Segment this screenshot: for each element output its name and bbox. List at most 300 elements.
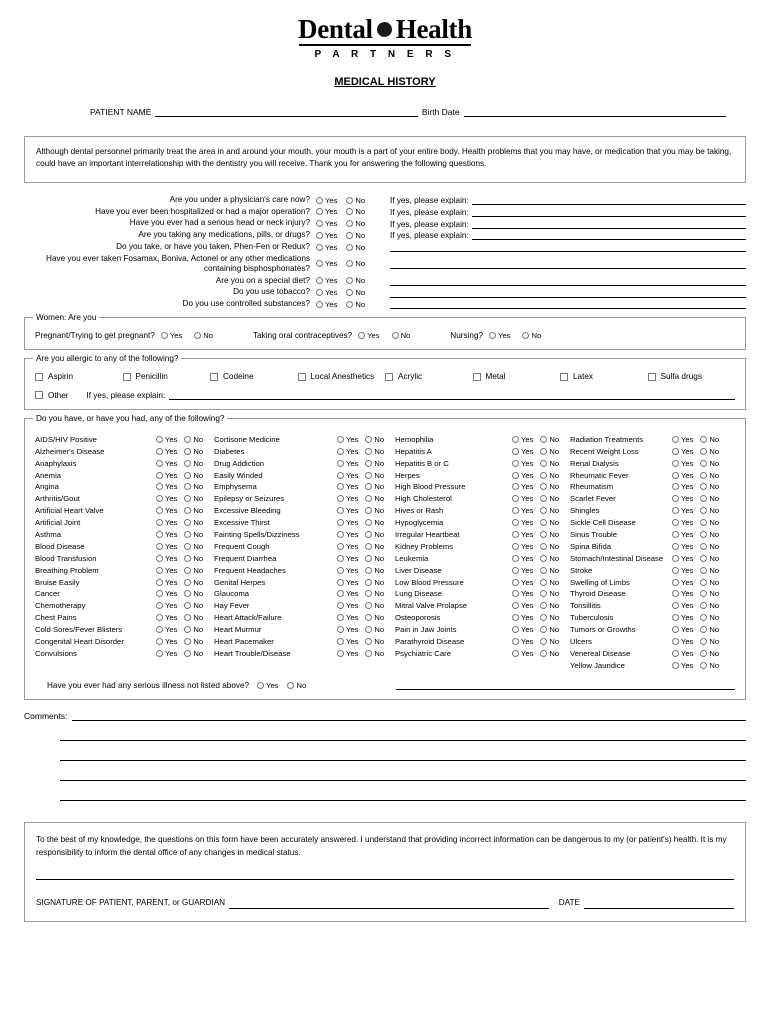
condition-heart-murmur-yes[interactable]	[337, 625, 358, 634]
condition-aids-hiv-positive-yes[interactable]	[156, 435, 177, 444]
condition-asthma-no[interactable]	[184, 530, 203, 539]
condition-excessive-bleeding-yes[interactable]	[337, 506, 358, 515]
radio-icon[interactable]	[184, 472, 191, 479]
condition-venereal-disease-yes[interactable]	[672, 649, 693, 658]
radio-icon[interactable]	[346, 208, 353, 215]
physician-q2-no[interactable]	[346, 207, 365, 216]
radio-icon[interactable]	[287, 682, 294, 689]
condition-anaphylaxis-yes[interactable]	[156, 459, 177, 468]
radio-icon[interactable]	[365, 507, 372, 514]
radio-icon[interactable]	[337, 590, 344, 597]
radio-icon[interactable]	[365, 448, 372, 455]
radio-icon[interactable]	[672, 626, 679, 633]
radio-icon[interactable]	[512, 602, 519, 609]
radio-icon[interactable]	[700, 555, 707, 562]
radio-icon[interactable]	[365, 531, 372, 538]
radio-icon[interactable]	[540, 590, 547, 597]
radio-icon[interactable]	[672, 543, 679, 550]
condition-renal-dialysis-no[interactable]	[700, 459, 719, 468]
birth-date-input[interactable]	[464, 107, 726, 117]
radio-icon[interactable]	[672, 590, 679, 597]
condition-liver-disease-yes[interactable]	[512, 566, 533, 575]
physician-q2-yes[interactable]	[316, 207, 337, 216]
women-q1-no[interactable]	[194, 331, 213, 340]
radio-icon[interactable]	[156, 602, 163, 609]
condition-frequent-headaches-no[interactable]	[365, 566, 384, 575]
radio-icon[interactable]	[672, 519, 679, 526]
condition-scarlet-fever-no[interactable]	[700, 494, 719, 503]
radio-icon[interactable]	[700, 614, 707, 621]
radio-icon[interactable]	[540, 567, 547, 574]
condition-radiation-treatments-no[interactable]	[700, 435, 719, 444]
radio-icon[interactable]	[540, 436, 547, 443]
women-q3-yes[interactable]	[489, 331, 510, 340]
condition-scarlet-fever-yes[interactable]	[672, 494, 693, 503]
radio-icon[interactable]	[512, 495, 519, 502]
radio-icon[interactable]	[316, 301, 323, 308]
radio-icon[interactable]	[672, 602, 679, 609]
women-q2-yes[interactable]	[358, 331, 379, 340]
radio-icon[interactable]	[700, 650, 707, 657]
radio-icon[interactable]	[184, 519, 191, 526]
radio-icon[interactable]	[540, 543, 547, 550]
condition-breathing-problem-no[interactable]	[184, 566, 203, 575]
condition-yellow-jaundice-no[interactable]	[700, 661, 719, 670]
radio-icon[interactable]	[257, 682, 264, 689]
checkbox-icon[interactable]	[473, 373, 481, 381]
condition-easily-winded-yes[interactable]	[337, 471, 358, 480]
condition-hepatitis-a-yes[interactable]	[512, 447, 533, 456]
condition-rheumatism-yes[interactable]	[672, 482, 693, 491]
condition-emphysema-yes[interactable]	[337, 482, 358, 491]
condition-heart-pacemaker-yes[interactable]	[337, 637, 358, 646]
condition-artificial-heart-valve-yes[interactable]	[156, 506, 177, 515]
radio-icon[interactable]	[512, 590, 519, 597]
condition-fainting-spells-dizziness-no[interactable]	[365, 530, 384, 539]
radio-icon[interactable]	[156, 614, 163, 621]
condition-easily-winded-no[interactable]	[365, 471, 384, 480]
physician-q5-yes[interactable]	[316, 243, 337, 252]
condition-mitral-valve-prolapse-no[interactable]	[540, 601, 559, 610]
condition-congenital-heart-disorder-yes[interactable]	[156, 637, 177, 646]
physician-q6-explain-input[interactable]	[390, 259, 746, 269]
condition-venereal-disease-no[interactable]	[700, 649, 719, 658]
condition-genital-herpes-yes[interactable]	[337, 578, 358, 587]
radio-icon[interactable]	[184, 495, 191, 502]
condition-sickle-cell-disease-yes[interactable]	[672, 518, 693, 527]
physician-q1-explain-input[interactable]	[472, 195, 746, 205]
condition-cold-sores-fever-blisters-yes[interactable]	[156, 625, 177, 634]
radio-icon[interactable]	[346, 232, 353, 239]
radio-icon[interactable]	[700, 626, 707, 633]
allergy-latex[interactable]	[560, 372, 648, 381]
comments-input-2[interactable]	[60, 721, 746, 741]
condition-hay-fever-no[interactable]	[365, 601, 384, 610]
radio-icon[interactable]	[512, 614, 519, 621]
radio-icon[interactable]	[184, 483, 191, 490]
condition-kidney-problems-no[interactable]	[540, 542, 559, 551]
condition-artificial-heart-valve-no[interactable]	[184, 506, 203, 515]
condition-cold-sores-fever-blisters-no[interactable]	[184, 625, 203, 634]
women-q1-yes[interactable]	[161, 331, 182, 340]
radio-icon[interactable]	[365, 579, 372, 586]
condition-frequent-diarrhea-no[interactable]	[365, 554, 384, 563]
condition-heart-pacemaker-no[interactable]	[365, 637, 384, 646]
radio-icon[interactable]	[156, 519, 163, 526]
condition-high-blood-pressure-no[interactable]	[540, 482, 559, 491]
radio-icon[interactable]	[700, 507, 707, 514]
condition-spina-bifida-no[interactable]	[700, 542, 719, 551]
condition-high-blood-pressure-yes[interactable]	[512, 482, 533, 491]
allergy-aspirin[interactable]	[35, 372, 123, 381]
radio-icon[interactable]	[365, 460, 372, 467]
condition-arthritis-gout-no[interactable]	[184, 494, 203, 503]
radio-icon[interactable]	[346, 277, 353, 284]
comments-input-5[interactable]	[60, 781, 746, 801]
radio-icon[interactable]	[365, 602, 372, 609]
condition-hemophilia-yes[interactable]	[512, 435, 533, 444]
radio-icon[interactable]	[184, 579, 191, 586]
radio-icon[interactable]	[365, 483, 372, 490]
radio-icon[interactable]	[700, 495, 707, 502]
radio-icon[interactable]	[672, 567, 679, 574]
radio-icon[interactable]	[700, 460, 707, 467]
condition-psychiatric-care-no[interactable]	[540, 649, 559, 658]
physician-q7-explain-input[interactable]	[390, 276, 746, 286]
condition-mitral-valve-prolapse-yes[interactable]	[512, 601, 533, 610]
radio-icon[interactable]	[156, 626, 163, 633]
radio-icon[interactable]	[184, 650, 191, 657]
physician-q2-explain-input[interactable]	[472, 207, 746, 217]
physician-q6-yes[interactable]	[316, 259, 337, 268]
radio-icon[interactable]	[700, 662, 707, 669]
radio-icon[interactable]	[672, 662, 679, 669]
radio-icon[interactable]	[184, 602, 191, 609]
physician-q4-yes[interactable]	[316, 231, 337, 240]
condition-shingles-yes[interactable]	[672, 506, 693, 515]
condition-low-blood-pressure-no[interactable]	[540, 578, 559, 587]
condition-drug-addiction-yes[interactable]	[337, 459, 358, 468]
radio-icon[interactable]	[156, 567, 163, 574]
radio-icon[interactable]	[700, 543, 707, 550]
condition-hay-fever-yes[interactable]	[337, 601, 358, 610]
radio-icon[interactable]	[512, 448, 519, 455]
condition-heart-murmur-no[interactable]	[365, 625, 384, 634]
radio-icon[interactable]	[700, 519, 707, 526]
condition-alzheimer-s-disease-yes[interactable]	[156, 447, 177, 456]
condition-emphysema-no[interactable]	[365, 482, 384, 491]
condition-hypoglycemia-yes[interactable]	[512, 518, 533, 527]
radio-icon[interactable]	[337, 483, 344, 490]
radio-icon[interactable]	[540, 448, 547, 455]
checkbox-icon[interactable]	[385, 373, 393, 381]
condition-stomach-intestinal-disease-no[interactable]	[700, 554, 719, 563]
radio-icon[interactable]	[365, 650, 372, 657]
radio-icon[interactable]	[365, 590, 372, 597]
radio-icon[interactable]	[337, 531, 344, 538]
radio-icon[interactable]	[337, 460, 344, 467]
condition-heart-trouble-disease-yes[interactable]	[337, 649, 358, 658]
condition-hemophilia-no[interactable]	[540, 435, 559, 444]
radio-icon[interactable]	[184, 626, 191, 633]
condition-frequent-headaches-yes[interactable]	[337, 566, 358, 575]
radio-icon[interactable]	[672, 555, 679, 562]
radio-icon[interactable]	[700, 638, 707, 645]
physician-q4-no[interactable]	[346, 231, 365, 240]
condition-irregular-heartbeat-yes[interactable]	[512, 530, 533, 539]
condition-pain-in-jaw-joints-no[interactable]	[540, 625, 559, 634]
condition-angina-no[interactable]	[184, 482, 203, 491]
physician-q5-explain-input[interactable]	[390, 242, 746, 252]
condition-epilepsy-or-seizures-yes[interactable]	[337, 494, 358, 503]
radio-icon[interactable]	[540, 460, 547, 467]
condition-chemotherapy-no[interactable]	[184, 601, 203, 610]
radio-icon[interactable]	[346, 244, 353, 251]
radio-icon[interactable]	[184, 590, 191, 597]
radio-icon[interactable]	[700, 448, 707, 455]
radio-icon[interactable]	[672, 507, 679, 514]
condition-breathing-problem-yes[interactable]	[156, 566, 177, 575]
condition-radiation-treatments-yes[interactable]	[672, 435, 693, 444]
physician-q7-no[interactable]	[346, 276, 365, 285]
condition-spina-bifida-yes[interactable]	[672, 542, 693, 551]
condition-excessive-bleeding-no[interactable]	[365, 506, 384, 515]
physician-q8-no[interactable]	[346, 288, 365, 297]
condition-rheumatic-fever-no[interactable]	[700, 471, 719, 480]
women-q3-no[interactable]	[522, 331, 541, 340]
radio-icon[interactable]	[316, 277, 323, 284]
radio-icon[interactable]	[337, 519, 344, 526]
radio-icon[interactable]	[512, 567, 519, 574]
radio-icon[interactable]	[512, 650, 519, 657]
radio-icon[interactable]	[365, 495, 372, 502]
condition-frequent-cough-yes[interactable]	[337, 542, 358, 551]
condition-excessive-thirst-yes[interactable]	[337, 518, 358, 527]
comments-input-1[interactable]	[72, 711, 746, 721]
radio-icon[interactable]	[700, 579, 707, 586]
condition-hypoglycemia-no[interactable]	[540, 518, 559, 527]
radio-icon[interactable]	[512, 531, 519, 538]
physician-q9-no[interactable]	[346, 300, 365, 309]
radio-icon[interactable]	[184, 567, 191, 574]
physician-q9-yes[interactable]	[316, 300, 337, 309]
checkbox-icon[interactable]	[35, 373, 43, 381]
condition-kidney-problems-yes[interactable]	[512, 542, 533, 551]
comments-input-4[interactable]	[60, 761, 746, 781]
condition-arthritis-gout-yes[interactable]	[156, 494, 177, 503]
condition-thyroid-disease-no[interactable]	[700, 589, 719, 598]
condition-recent-weight-loss-no[interactable]	[700, 447, 719, 456]
condition-drug-addiction-no[interactable]	[365, 459, 384, 468]
radio-icon[interactable]	[700, 602, 707, 609]
condition-cortisone-medicine-yes[interactable]	[337, 435, 358, 444]
condition-cortisone-medicine-no[interactable]	[365, 435, 384, 444]
condition-herpes-no[interactable]	[540, 471, 559, 480]
radio-icon[interactable]	[337, 507, 344, 514]
condition-glaucoma-no[interactable]	[365, 589, 384, 598]
radio-icon[interactable]	[512, 626, 519, 633]
radio-icon[interactable]	[365, 638, 372, 645]
condition-sinus-trouble-yes[interactable]	[672, 530, 693, 539]
allergy-local-anesthetics[interactable]	[298, 372, 386, 381]
radio-icon[interactable]	[540, 650, 547, 657]
condition-ulcers-yes[interactable]	[672, 637, 693, 646]
condition-blood-transfusion-no[interactable]	[184, 554, 203, 563]
radio-icon[interactable]	[316, 244, 323, 251]
women-q2-no[interactable]	[392, 331, 411, 340]
condition-leukemia-yes[interactable]	[512, 554, 533, 563]
radio-icon[interactable]	[337, 650, 344, 657]
radio-icon[interactable]	[365, 519, 372, 526]
radio-icon[interactable]	[184, 460, 191, 467]
radio-icon[interactable]	[194, 332, 201, 339]
condition-parathyroid-disease-yes[interactable]	[512, 637, 533, 646]
radio-icon[interactable]	[540, 555, 547, 562]
radio-icon[interactable]	[540, 519, 547, 526]
allergy-metal[interactable]	[473, 372, 561, 381]
allergy-other-checkbox[interactable]	[35, 391, 43, 399]
radio-icon[interactable]	[156, 543, 163, 550]
radio-icon[interactable]	[365, 567, 372, 574]
condition-convulsions-no[interactable]	[184, 649, 203, 658]
radio-icon[interactable]	[672, 483, 679, 490]
condition-heart-attack-failure-yes[interactable]	[337, 613, 358, 622]
radio-icon[interactable]	[540, 472, 547, 479]
radio-icon[interactable]	[184, 436, 191, 443]
radio-icon[interactable]	[700, 567, 707, 574]
radio-icon[interactable]	[540, 579, 547, 586]
condition-stroke-yes[interactable]	[672, 566, 693, 575]
radio-icon[interactable]	[700, 483, 707, 490]
radio-icon[interactable]	[156, 448, 163, 455]
radio-icon[interactable]	[156, 555, 163, 562]
physician-q9-explain-input[interactable]	[390, 299, 746, 309]
radio-icon[interactable]	[358, 332, 365, 339]
radio-icon[interactable]	[337, 472, 344, 479]
radio-icon[interactable]	[512, 638, 519, 645]
condition-anaphylaxis-no[interactable]	[184, 459, 203, 468]
radio-icon[interactable]	[156, 507, 163, 514]
allergy-other-explain-input[interactable]	[169, 390, 735, 400]
radio-icon[interactable]	[540, 495, 547, 502]
condition-shingles-no[interactable]	[700, 506, 719, 515]
radio-icon[interactable]	[672, 614, 679, 621]
radio-icon[interactable]	[337, 448, 344, 455]
checkbox-icon[interactable]	[298, 373, 306, 381]
radio-icon[interactable]	[672, 495, 679, 502]
radio-icon[interactable]	[156, 483, 163, 490]
date-input[interactable]	[584, 899, 734, 909]
condition-bruise-easily-no[interactable]	[184, 578, 203, 587]
condition-heart-attack-failure-no[interactable]	[365, 613, 384, 622]
condition-thyroid-disease-yes[interactable]	[672, 589, 693, 598]
allergy-codeine[interactable]	[210, 372, 298, 381]
condition-leukemia-no[interactable]	[540, 554, 559, 563]
checkbox-icon[interactable]	[123, 373, 131, 381]
radio-icon[interactable]	[672, 531, 679, 538]
radio-icon[interactable]	[700, 531, 707, 538]
radio-icon[interactable]	[156, 650, 163, 657]
physician-q4-explain-input[interactable]	[472, 230, 746, 240]
condition-liver-disease-no[interactable]	[540, 566, 559, 575]
radio-icon[interactable]	[346, 301, 353, 308]
condition-anemia-no[interactable]	[184, 471, 203, 480]
radio-icon[interactable]	[316, 197, 323, 204]
condition-congenital-heart-disorder-no[interactable]	[184, 637, 203, 646]
condition-tonsillitis-yes[interactable]	[672, 601, 693, 610]
radio-icon[interactable]	[540, 638, 547, 645]
radio-icon[interactable]	[512, 543, 519, 550]
signature-rule[interactable]	[36, 862, 734, 880]
condition-ulcers-no[interactable]	[700, 637, 719, 646]
condition-renal-dialysis-yes[interactable]	[672, 459, 693, 468]
radio-icon[interactable]	[700, 590, 707, 597]
radio-icon[interactable]	[540, 507, 547, 514]
condition-parathyroid-disease-no[interactable]	[540, 637, 559, 646]
allergy-sulfa-drugs[interactable]	[648, 372, 736, 381]
radio-icon[interactable]	[156, 579, 163, 586]
condition-fainting-spells-dizziness-yes[interactable]	[337, 530, 358, 539]
condition-heart-trouble-disease-no[interactable]	[365, 649, 384, 658]
radio-icon[interactable]	[337, 602, 344, 609]
condition-chest-pains-no[interactable]	[184, 613, 203, 622]
condition-cancer-no[interactable]	[184, 589, 203, 598]
condition-hepatitis-a-no[interactable]	[540, 447, 559, 456]
condition-blood-disease-yes[interactable]	[156, 542, 177, 551]
condition-convulsions-yes[interactable]	[156, 649, 177, 658]
radio-icon[interactable]	[540, 602, 547, 609]
condition-tuberculosis-no[interactable]	[700, 613, 719, 622]
radio-icon[interactable]	[392, 332, 399, 339]
radio-icon[interactable]	[156, 495, 163, 502]
radio-icon[interactable]	[156, 460, 163, 467]
condition-irregular-heartbeat-no[interactable]	[540, 530, 559, 539]
radio-icon[interactable]	[672, 448, 679, 455]
radio-icon[interactable]	[316, 208, 323, 215]
checkbox-icon[interactable]	[648, 373, 656, 381]
radio-icon[interactable]	[184, 507, 191, 514]
radio-icon[interactable]	[346, 289, 353, 296]
condition-hepatitis-b-or-c-yes[interactable]	[512, 459, 533, 468]
radio-icon[interactable]	[337, 614, 344, 621]
condition-tonsillitis-no[interactable]	[700, 601, 719, 610]
allergy-acrylic[interactable]	[385, 372, 473, 381]
condition-tumors-or-growths-no[interactable]	[700, 625, 719, 634]
radio-icon[interactable]	[346, 260, 353, 267]
condition-sinus-trouble-no[interactable]	[700, 530, 719, 539]
condition-chemotherapy-yes[interactable]	[156, 601, 177, 610]
condition-psychiatric-care-yes[interactable]	[512, 649, 533, 658]
checkbox-icon[interactable]	[210, 373, 218, 381]
radio-icon[interactable]	[337, 555, 344, 562]
condition-asthma-yes[interactable]	[156, 530, 177, 539]
physician-q7-yes[interactable]	[316, 276, 337, 285]
condition-high-cholesterol-no[interactable]	[540, 494, 559, 503]
other-illness-no[interactable]	[287, 681, 306, 690]
condition-hives-or-rash-no[interactable]	[540, 506, 559, 515]
radio-icon[interactable]	[540, 531, 547, 538]
radio-icon[interactable]	[512, 460, 519, 467]
radio-icon[interactable]	[316, 289, 323, 296]
radio-icon[interactable]	[365, 626, 372, 633]
radio-icon[interactable]	[337, 495, 344, 502]
condition-chest-pains-yes[interactable]	[156, 613, 177, 622]
radio-icon[interactable]	[512, 507, 519, 514]
condition-lung-disease-yes[interactable]	[512, 589, 533, 598]
condition-lung-disease-no[interactable]	[540, 589, 559, 598]
other-illness-input[interactable]	[396, 680, 735, 690]
condition-epilepsy-or-seizures-no[interactable]	[365, 494, 384, 503]
